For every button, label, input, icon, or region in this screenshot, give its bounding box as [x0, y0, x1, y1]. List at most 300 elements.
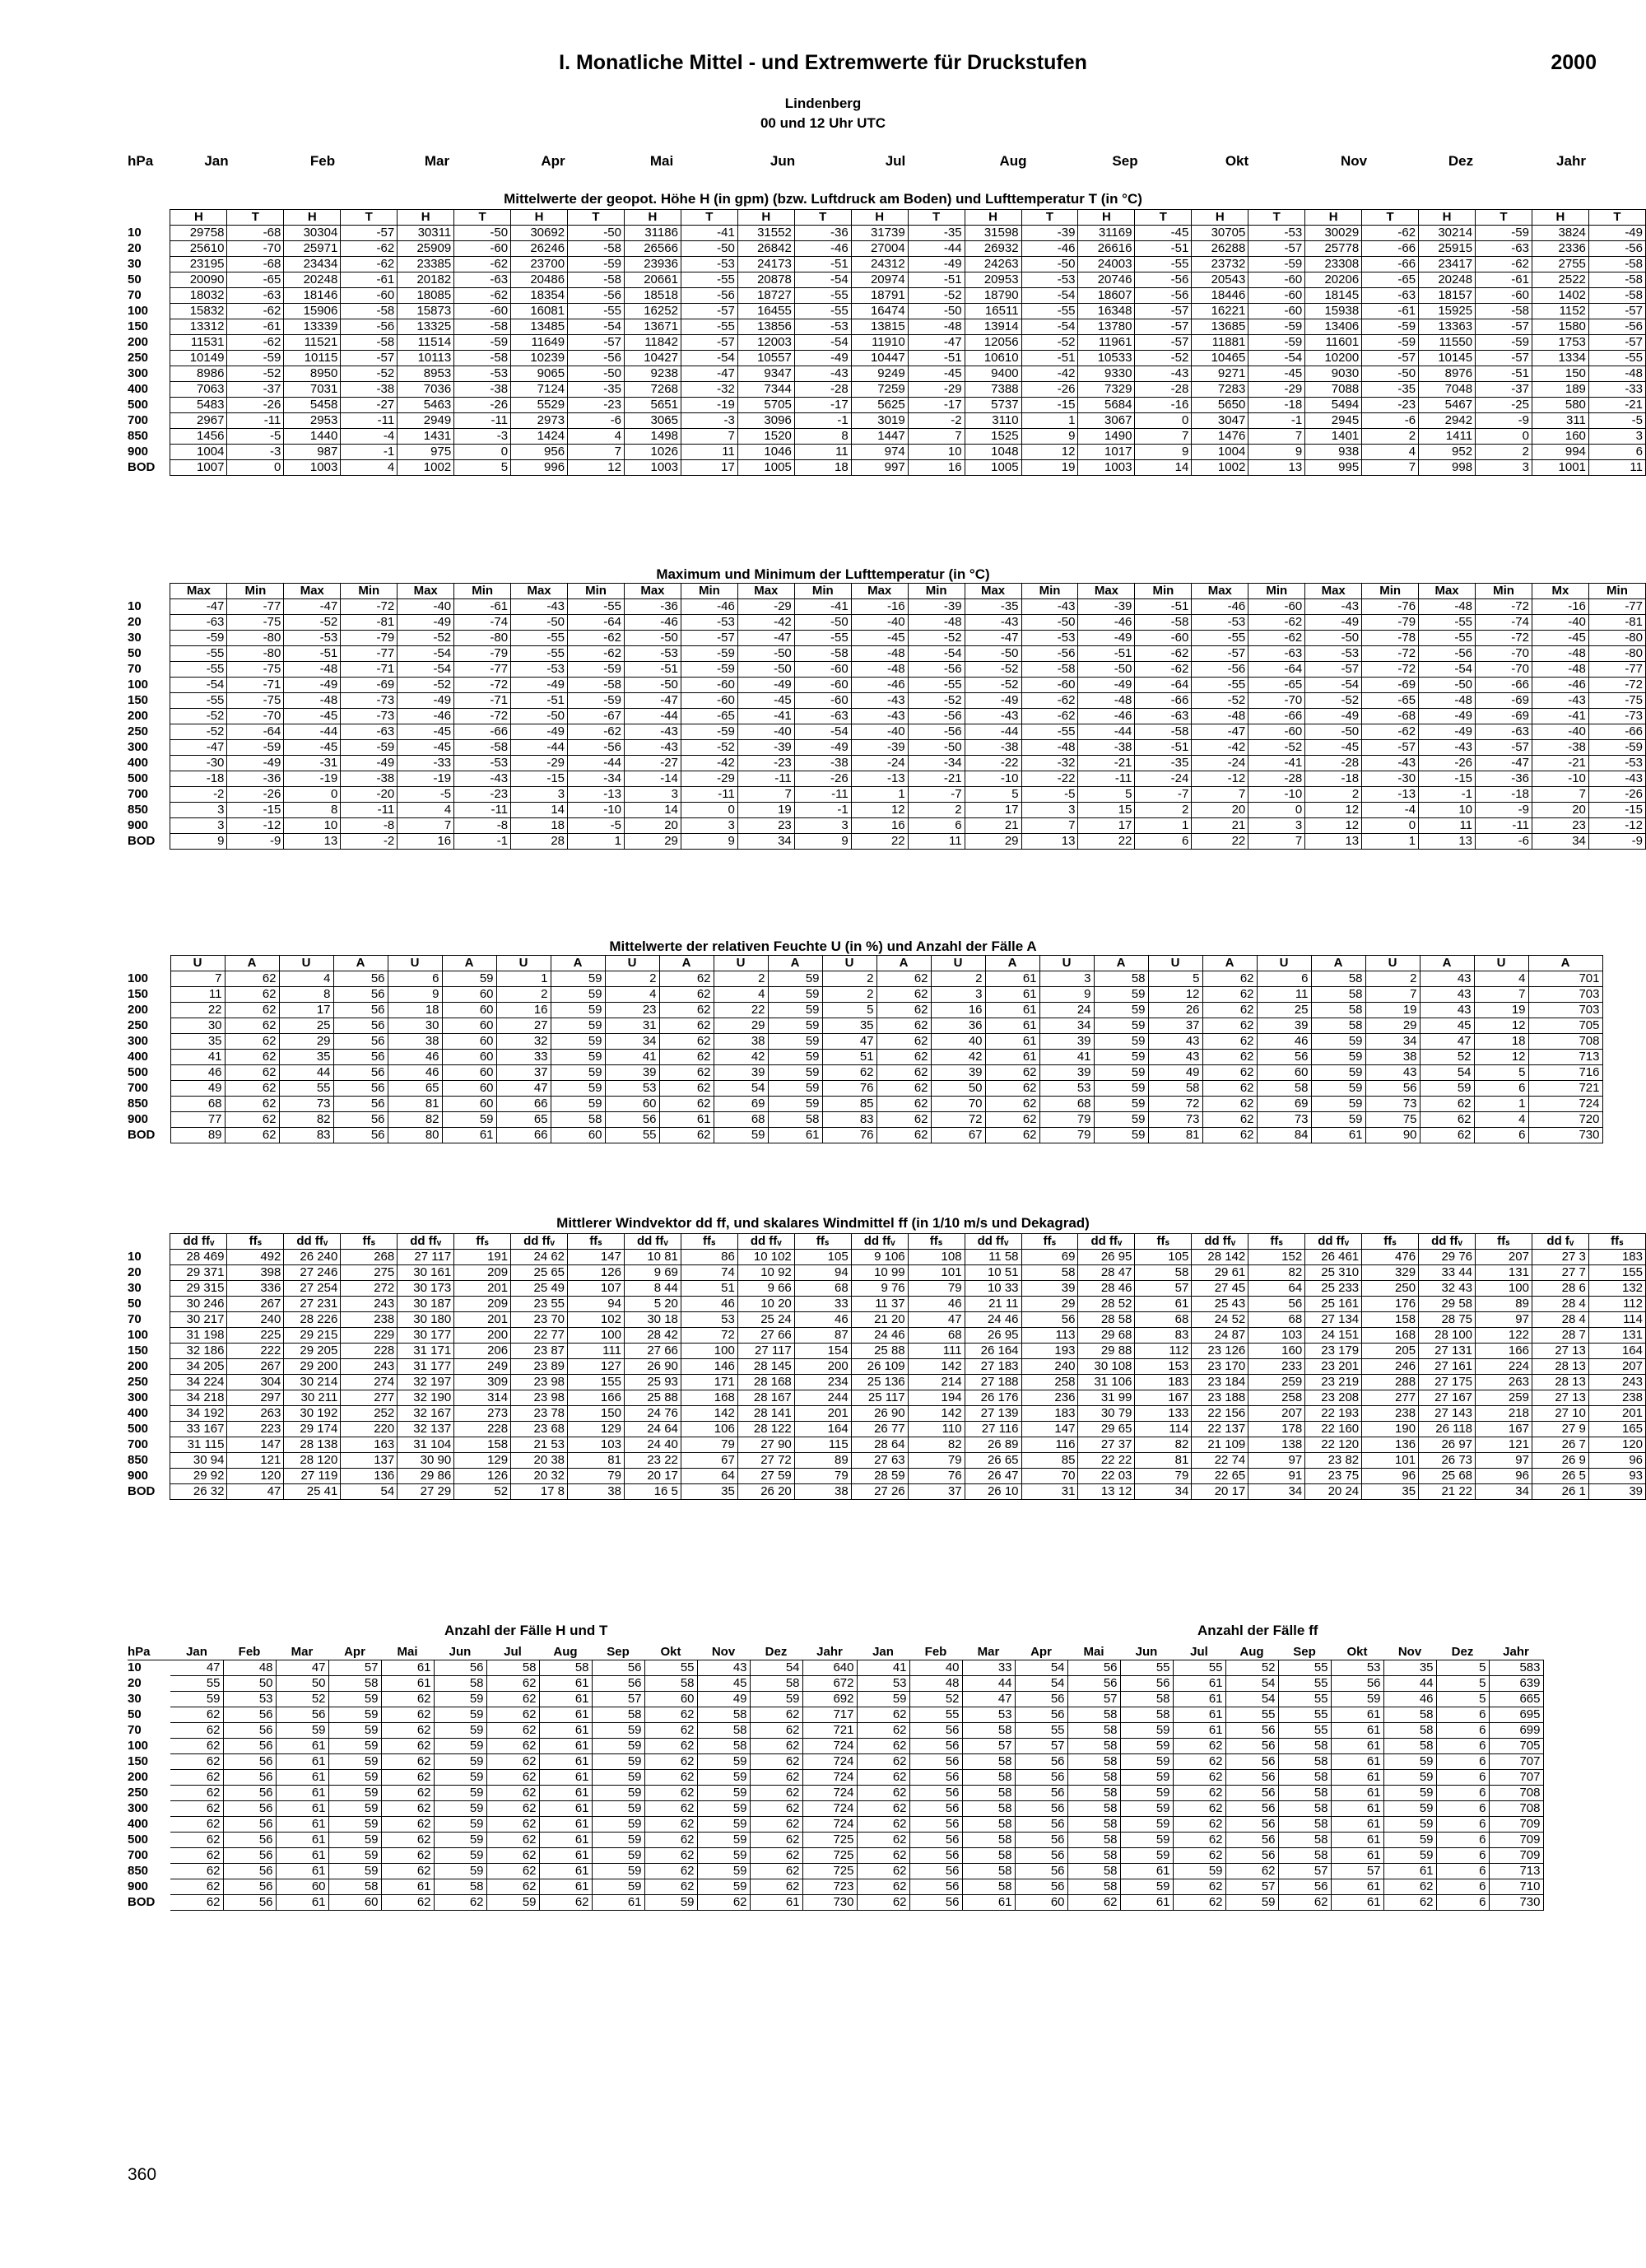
table-cell: 62 — [644, 1879, 697, 1895]
hpa-column-header: hPa — [128, 1645, 170, 1660]
table-cell: 11961 — [1078, 335, 1135, 351]
table-cell: 59 — [1311, 1050, 1365, 1065]
table-cell: 725 — [802, 1864, 857, 1879]
table-cell: 243 — [341, 1297, 398, 1312]
table-cell: -55 — [511, 631, 568, 646]
table-cell: 243 — [1588, 1375, 1645, 1390]
table-cell: 103 — [1248, 1328, 1305, 1344]
table-cell: 26 10 — [965, 1484, 1021, 1500]
table-cell: 59 — [434, 1723, 486, 1739]
table-cell: 59 — [328, 1817, 381, 1833]
table-cell: -62 — [1021, 709, 1078, 724]
table-cell: 26 47 — [965, 1469, 1021, 1484]
table-cell: 142 — [908, 1359, 965, 1375]
table-cell: 56 — [909, 1739, 962, 1754]
table-cell: 137 — [341, 1453, 398, 1469]
table-cell: 272 — [341, 1281, 398, 1297]
table-cell: 30304 — [284, 226, 341, 241]
table-cell: 62 — [644, 1707, 697, 1723]
table-cell: 66 — [496, 1128, 551, 1143]
table-cell: 9 — [1039, 987, 1094, 1003]
table-cell: -43 — [624, 740, 681, 756]
column-header: dd ffᵥ — [851, 1234, 908, 1250]
column-header: Mx — [1532, 584, 1588, 599]
table-cell: 62 — [659, 1003, 714, 1018]
table-cell: 56 — [223, 1723, 276, 1739]
table-cell: -79 — [341, 631, 398, 646]
table-cell: 583 — [1489, 1660, 1543, 1676]
table-cell: -66 — [454, 724, 511, 740]
table-cell: 62 — [750, 1739, 802, 1754]
table-cell: 29 65 — [1078, 1422, 1135, 1437]
table-cell: 24 151 — [1305, 1328, 1362, 1344]
page-number: 360 — [128, 2165, 157, 2184]
table-cell: 154 — [794, 1344, 851, 1359]
table-cell: 13914 — [965, 319, 1021, 335]
table-cell: 62 — [876, 1128, 931, 1143]
table-cell: -52 — [1135, 351, 1192, 366]
table-cell: 12 — [1474, 1018, 1528, 1034]
table-cell: 27 66 — [624, 1344, 681, 1359]
table-cell: -76 — [1362, 599, 1419, 615]
table-cell: 27 188 — [965, 1375, 1021, 1390]
table-row — [128, 1770, 1543, 1786]
table-cell: 168 — [1362, 1328, 1419, 1344]
table-cell: -47 — [170, 599, 227, 615]
table-cell: 62 — [486, 1676, 539, 1692]
pressure-level: 500 — [128, 1065, 149, 1079]
table-cell: 64 — [681, 1469, 737, 1484]
table-cell: -57 — [1362, 740, 1419, 756]
table-cell: 47 — [822, 1034, 876, 1050]
table-cell: 62 — [486, 1801, 539, 1817]
table-cell: 62 — [659, 1018, 714, 1034]
table-cell: -62 — [1476, 257, 1532, 272]
table-cell: 708 — [1489, 1801, 1543, 1817]
table-cell: 46 — [170, 1065, 225, 1081]
table-cell: -49 — [1078, 631, 1135, 646]
table-cell: 11521 — [284, 335, 341, 351]
table-cell: 62 — [659, 1097, 714, 1112]
column-header: T — [794, 210, 851, 226]
table-cell: 62 — [644, 1786, 697, 1801]
table-cell: 29758 — [170, 226, 227, 241]
table-cell: 56 — [223, 1817, 276, 1833]
table-cell: -45 — [1532, 631, 1588, 646]
table-cell: 26 109 — [851, 1359, 908, 1375]
column-header: A — [333, 956, 388, 971]
table-cell: -55 — [681, 272, 737, 288]
table-cell: 27 — [496, 1018, 551, 1034]
table-cell: 18157 — [1419, 288, 1476, 304]
station-name: Lindenberg — [784, 95, 862, 111]
table-cell: 476 — [1362, 1250, 1419, 1265]
table-cell: -14 — [624, 771, 681, 787]
table-cell: 58 — [1067, 1848, 1120, 1864]
table-cell: 640 — [802, 1660, 857, 1676]
table-cell: 61 — [1173, 1692, 1225, 1707]
table-cell: -11 — [454, 803, 511, 818]
table-cell: 41 — [857, 1660, 909, 1676]
table-cell: 28 42 — [624, 1328, 681, 1344]
table-cell: 29 174 — [284, 1422, 341, 1437]
table-cell: -50 — [1305, 724, 1362, 740]
table-cell: -49 — [1419, 709, 1476, 724]
table-cell: 25909 — [398, 241, 454, 257]
table-cell: 30 — [170, 1018, 225, 1034]
table-cell: -46 — [851, 678, 908, 693]
table-cell: -58 — [1588, 257, 1645, 272]
table-cell: 20 38 — [511, 1453, 568, 1469]
table-cell: -69 — [1476, 709, 1532, 724]
table-cell: 13312 — [170, 319, 227, 335]
table-row — [128, 1390, 1646, 1406]
table-cell: 26 95 — [965, 1328, 1021, 1344]
table-cell: -15 — [227, 803, 284, 818]
table-cell: 59 — [768, 1097, 822, 1112]
table-cell: 34 — [1039, 1018, 1094, 1034]
table-cell: 34 — [1532, 834, 1588, 850]
table-cell: 277 — [341, 1390, 398, 1406]
table-cell: -15 — [1021, 398, 1078, 413]
table-cell: 724 — [802, 1770, 857, 1786]
table-cell: 492 — [227, 1250, 284, 1265]
table-cell: -50 — [624, 678, 681, 693]
counts-month-header: Mar — [962, 1645, 1015, 1660]
table-cell: 62 — [876, 1050, 931, 1065]
table-row — [128, 398, 1646, 413]
table-cell: 26842 — [737, 241, 794, 257]
table-cell: 6 — [1588, 445, 1645, 460]
table-cell: -50 — [1362, 366, 1419, 382]
table-cell: 59 — [434, 1864, 486, 1879]
table-cell: 62 — [1202, 1112, 1257, 1128]
table-cell: -5 — [568, 818, 625, 834]
table-cell: 5467 — [1419, 398, 1476, 413]
table-cell: 61 — [1135, 1297, 1192, 1312]
table-cell: -50 — [1021, 257, 1078, 272]
pressure-level: 100 — [128, 1328, 149, 1342]
table-cell: 25 88 — [851, 1344, 908, 1359]
table-row — [128, 413, 1646, 429]
table-cell: 58 — [486, 1660, 539, 1676]
table-cell: -73 — [1588, 709, 1645, 724]
table-cell: -60 — [794, 678, 851, 693]
table-cell: 22 74 — [1192, 1453, 1248, 1469]
table-cell: 10 92 — [737, 1265, 794, 1281]
column-header: T — [1476, 210, 1532, 226]
table-cell: 53 — [605, 1081, 659, 1097]
table-cell: 59 — [1173, 1864, 1225, 1879]
table-cell: 9 66 — [737, 1281, 794, 1297]
table-cell: 987 — [284, 445, 341, 460]
table-cell: 82 — [1248, 1265, 1305, 1281]
table-cell: 7 — [1021, 818, 1078, 834]
pressure-level: 30 — [128, 257, 142, 271]
table-cell: -19 — [681, 398, 737, 413]
table-cell: 56 — [223, 1707, 276, 1723]
table-cell: 4 — [1474, 971, 1528, 987]
table-cell: -61 — [1476, 272, 1532, 288]
pressure-level: 700 — [128, 1081, 149, 1095]
table-cell: 31739 — [851, 226, 908, 241]
table-cell: -44 — [568, 756, 625, 771]
table-cell: 29 200 — [284, 1359, 341, 1375]
table-cell: 58 — [962, 1864, 1015, 1879]
table-cell: -26 — [794, 771, 851, 787]
table-cell: 4 — [1474, 1112, 1528, 1128]
table-cell: 60 — [442, 1050, 496, 1065]
table-cell: 59 — [697, 1848, 750, 1864]
table-cell: 59 — [592, 1739, 644, 1754]
table-cell: 24 87 — [1192, 1328, 1248, 1344]
table-cell: 5483 — [170, 398, 227, 413]
table-cell: 33 167 — [170, 1422, 227, 1437]
table-cell: 33 44 — [1419, 1265, 1476, 1281]
table-cell: 29 92 — [170, 1469, 227, 1484]
table-cell: 58 — [1021, 1265, 1078, 1281]
table-cell: -11 — [227, 413, 284, 429]
table-cell: 62 — [486, 1692, 539, 1707]
table-cell: -74 — [1476, 615, 1532, 631]
table-cell: -66 — [1248, 709, 1305, 724]
table-cell: 952 — [1419, 445, 1476, 460]
column-header: H — [284, 210, 341, 226]
table-cell: 214 — [908, 1375, 965, 1390]
table-cell: 62 — [1202, 1050, 1257, 1065]
table-cell: 94 — [794, 1265, 851, 1281]
table-cell: 56 — [223, 1833, 276, 1848]
table-cell: 28 64 — [851, 1437, 908, 1453]
table-cell: -50 — [794, 615, 851, 631]
table-cell: -51 — [908, 351, 965, 366]
table-cell: 57 — [1067, 1692, 1120, 1707]
table-cell: 97 — [1476, 1312, 1532, 1328]
table-cell: 4 — [568, 429, 625, 445]
table-cell: -57 — [1588, 304, 1645, 319]
table-cell: 59 — [328, 1692, 381, 1707]
table-cell: 86 — [681, 1250, 737, 1265]
table-cell: 15 — [1078, 803, 1135, 818]
table-geopot-temperature — [128, 209, 1646, 476]
table-cell: 10145 — [1419, 351, 1476, 366]
table-cell: 7283 — [1192, 382, 1248, 398]
table-cell: 62 — [750, 1879, 802, 1895]
table-cell: 27 3 — [1532, 1250, 1588, 1265]
table-cell: 1003 — [284, 460, 341, 476]
table-cell: -25 — [1476, 398, 1532, 413]
table-temperature-maxmin — [128, 583, 1646, 850]
pressure-level: 900 — [128, 1112, 149, 1126]
table-cell: 22 22 — [1078, 1453, 1135, 1469]
table-cell: 26 65 — [965, 1453, 1021, 1469]
table-cell: 62 — [486, 1817, 539, 1833]
table-cell: 41 — [170, 1050, 225, 1065]
table-cell: 25 — [1257, 1003, 1311, 1018]
table-cell: -72 — [1476, 631, 1532, 646]
table-cell: 11601 — [1305, 335, 1362, 351]
table-cell: 56 — [333, 1003, 388, 1018]
table-cell: 1005 — [965, 460, 1021, 476]
column-header: A — [659, 956, 714, 971]
table-row — [128, 335, 1646, 351]
pressure-level: 300 — [128, 366, 149, 380]
table-cell: -52 — [170, 724, 227, 740]
table-cell: 62 — [697, 1895, 750, 1911]
table-cell: 4 — [398, 803, 454, 818]
table-cell: 20 32 — [511, 1469, 568, 1484]
table-cell: -65 — [1362, 272, 1419, 288]
table-cell: -55 — [1021, 304, 1078, 319]
table-cell: -62 — [1248, 615, 1305, 631]
table-cell: 183 — [1021, 1406, 1078, 1422]
pressure-level: 150 — [128, 987, 149, 1001]
table-cell: 62 — [381, 1801, 434, 1817]
table-cell: 59 — [1120, 1786, 1173, 1801]
table-cell: 23 78 — [511, 1406, 568, 1422]
table-row — [128, 460, 1646, 476]
table-cell: -50 — [681, 241, 737, 257]
table-cell: -67 — [568, 709, 625, 724]
table-cell: 0 — [227, 460, 284, 476]
table-cell: -58 — [568, 272, 625, 288]
table-cell: -55 — [1588, 351, 1645, 366]
table-cell: -48 — [284, 693, 341, 709]
table-cell: -3 — [454, 429, 511, 445]
table-cell: 51 — [681, 1281, 737, 1297]
table-cell: 82 — [279, 1112, 333, 1128]
table-cell: 81 — [1135, 1453, 1192, 1469]
table-cell: 27 29 — [398, 1484, 454, 1500]
table-cell: -51 — [1135, 599, 1192, 615]
table-cell: 59 — [1331, 1692, 1383, 1707]
table-cell: -26 — [1021, 382, 1078, 398]
table-cell: 27 45 — [1192, 1281, 1248, 1297]
table-cell: 53 — [681, 1312, 737, 1328]
table-cell: 27 7 — [1532, 1265, 1588, 1281]
table-cell: 56 — [1225, 1786, 1278, 1801]
table-cell: -46 — [398, 709, 454, 724]
column-header: dd ffᵥ — [511, 1234, 568, 1250]
table-cell: 56 — [223, 1754, 276, 1770]
table-cell: 2 — [1362, 429, 1419, 445]
table-cell: -57 — [1192, 646, 1248, 662]
table-cell: -38 — [341, 382, 398, 398]
table-cell: 40 — [909, 1660, 962, 1676]
table-cell: -47 — [908, 335, 965, 351]
table-cell: -5 — [1021, 787, 1078, 803]
table-cell: -37 — [227, 382, 284, 398]
table-cell: 43 — [1420, 987, 1474, 1003]
table-cell: 1580 — [1532, 319, 1588, 335]
pressure-level: 50 — [128, 646, 142, 660]
table-cell: 672 — [802, 1676, 857, 1692]
table-cell: 309 — [454, 1375, 511, 1390]
table-cell: 59 — [1120, 1770, 1173, 1786]
table-cell: -50 — [624, 631, 681, 646]
table-cell: -50 — [908, 740, 965, 756]
table-cell: 13 — [1248, 460, 1305, 476]
table-cell: -59 — [1362, 335, 1419, 351]
table-cell: 10 33 — [965, 1281, 1021, 1297]
pressure-level: 250 — [128, 351, 149, 365]
table-cell: 249 — [454, 1359, 511, 1375]
table-cell: 3 — [170, 803, 227, 818]
table-cell: 58 — [1278, 1786, 1331, 1801]
table-cell: 57 — [328, 1660, 381, 1676]
table-cell: 2336 — [1532, 241, 1588, 257]
table-row — [128, 429, 1646, 445]
table-cell: 55 — [1278, 1723, 1331, 1739]
table-cell: -51 — [1476, 366, 1532, 382]
table-cell: 59 — [697, 1801, 750, 1817]
table-cell: -50 — [965, 646, 1021, 662]
table-cell: 58 — [697, 1739, 750, 1754]
table-cell: -18 — [170, 771, 227, 787]
table-cell: 18518 — [624, 288, 681, 304]
table-cell: 721 — [802, 1723, 857, 1739]
table-cell: 147 — [227, 1437, 284, 1453]
table-cell: 61 — [985, 987, 1039, 1003]
table-cell: 55 — [1225, 1707, 1278, 1723]
table-cell: 3 — [511, 787, 568, 803]
table-cell: 62 — [1173, 1786, 1225, 1801]
table-cell: 36 — [931, 1018, 985, 1034]
table-cell: -53 — [681, 615, 737, 631]
table-row — [128, 1359, 1646, 1375]
table-cell: -63 — [170, 615, 227, 631]
column-header: Max — [1078, 584, 1135, 599]
table-cell: 82 — [908, 1437, 965, 1453]
table-cell: 11 — [908, 834, 965, 850]
table-cell: 27 246 — [284, 1265, 341, 1281]
table-cell: 44 — [962, 1676, 1015, 1692]
column-header: dd ffᵥ — [284, 1234, 341, 1250]
table-cell: -63 — [227, 288, 284, 304]
table-cell: 8950 — [284, 366, 341, 382]
table-cell: 12003 — [737, 335, 794, 351]
table-cell: -27 — [624, 756, 681, 771]
table-cell: 56 — [1015, 1692, 1067, 1707]
table-cell: -55 — [170, 646, 227, 662]
table-cell: 19 — [1365, 1003, 1420, 1018]
pressure-level: 10 — [128, 1660, 142, 1675]
table-cell: 40 — [931, 1034, 985, 1050]
table-cell: 31186 — [624, 226, 681, 241]
table-cell: 26 1 — [1532, 1484, 1588, 1500]
table-cell: -24 — [1135, 771, 1192, 787]
pressure-level: 850 — [128, 1864, 149, 1878]
table-cell: 11 — [681, 445, 737, 460]
table-cell: 59 — [697, 1879, 750, 1895]
table-cell: 22 156 — [1192, 1406, 1248, 1422]
table-cell: 28 4 — [1532, 1297, 1588, 1312]
table-cell: 79 — [1135, 1469, 1192, 1484]
table-cell: 83 — [279, 1128, 333, 1143]
table-cell: -15 — [1419, 771, 1476, 787]
table-cell: -44 — [908, 241, 965, 257]
table-cell: 59 — [1311, 1065, 1365, 1081]
table-cell: -51 — [908, 272, 965, 288]
table-cell: 100 — [568, 1328, 625, 1344]
table-cell: -29 — [681, 771, 737, 787]
table-cell: 59 — [768, 971, 822, 987]
table-cell: 28 47 — [1078, 1265, 1135, 1281]
table-cell: 58 — [697, 1723, 750, 1739]
table-cell: 62 — [857, 1786, 909, 1801]
table-cell: 53 — [857, 1676, 909, 1692]
table-cell: 59 — [434, 1833, 486, 1848]
